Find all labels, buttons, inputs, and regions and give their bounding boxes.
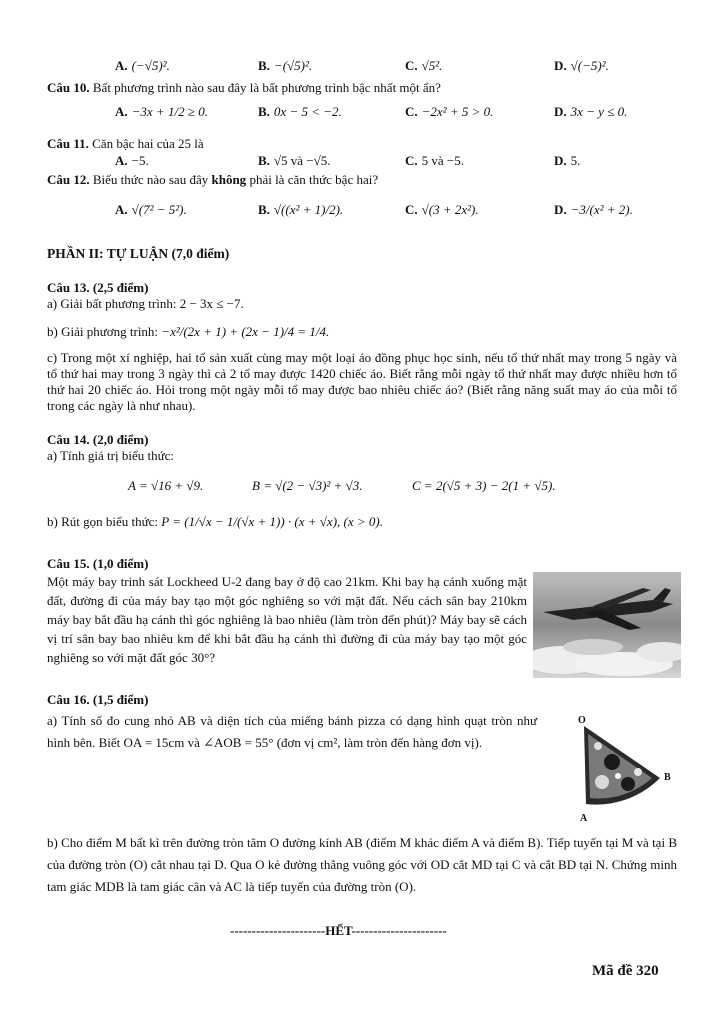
q9-option-c: C. √5². <box>405 58 443 73</box>
q13-c: c) Trong một xí nghiệp, hai tổ sản xuất cùng may một loại áo đồng phục học sinh, nếu tổ thứ nhất may trong 5 ngày và tổ thứ hai may trong 3 ngày thì cả 2 tổ may được 1420 chiếc áo. Biết rằng mỗi ngày tổ thứ nhất may được nhiều hơn tổ thứ hai 20 chiếc áo. Hỏi trong một ngày mỗi tổ may được bao nhiêu chiếc áo? (Biết rằng năng suất may áo của mỗi tổ trong các ngày là như nhau). <box>47 350 677 413</box>
q12-option-b: B. √((x² + 1)/2). <box>258 202 344 217</box>
q10-option-c: C. −2x² + 5 > 0. <box>405 104 494 119</box>
q12-option-d: D. −3/(x² + 2). <box>554 202 633 217</box>
q16-a: a) Tính số đo cung nhỏ AB và diện tích của miếng bánh pizza có dạng hình quạt tròn như hình bên. Biết OA = 15cm và ∠AOB = 55° (đơn vị cm², làm tròn đến hàng đơn vị). <box>47 713 537 750</box>
q13-b: b) Giải phương trình: −x²/(2x + 1) + (2x − 1)/4 = 1/4. <box>47 324 330 339</box>
part2-heading: PHẦN II: TỰ LUẬN (7,0 điểm) <box>47 246 230 261</box>
q15-heading: Câu 15. (1,0 điểm) <box>47 556 149 571</box>
q11-option-b: B. √5 và −√5. <box>258 153 331 168</box>
q10-option-b: B. 0x − 5 < −2. <box>258 104 342 119</box>
q16-heading: Câu 16. (1,5 điểm) <box>47 692 149 707</box>
q14-expr-c: C = 2(√5 + 3) − 2(1 + √5). <box>412 478 556 493</box>
q14-a: a) Tính giá trị biểu thức: <box>47 448 175 463</box>
q14-heading: Câu 14. (2,0 điểm) <box>47 432 149 447</box>
q13-heading: Câu 13. (2,5 điểm) <box>47 280 149 295</box>
q9-option-d: D. √(−5)². <box>554 58 609 73</box>
q11-option-d: D. 5. <box>554 153 581 168</box>
q11-stem: Câu 11. Căn bậc hai của 25 là <box>47 136 204 151</box>
q12-option-a: A. √(7² − 5²). <box>115 202 187 217</box>
pizza-label-b: B <box>664 772 671 783</box>
lockheed-u2-photo <box>533 572 681 678</box>
q12-option-c: C. √(3 + 2x²). <box>405 202 479 217</box>
end-marker: ----------------------HẾT---------------------- <box>230 923 447 938</box>
q14-expr-a: A = √16 + √9. <box>128 478 204 493</box>
q10-option-d: D. 3x − y ≤ 0. <box>554 104 628 119</box>
q14-b: b) Rút gọn biểu thức: P = (1/√x − 1/(√x + 1)) · (x + √x), (x > 0). <box>47 514 383 529</box>
q15-text: Một máy bay trinh sát Lockheed U-2 đang bay ở độ cao 21km. Khi bay hạ cánh xuống mặt đất, đường đi của máy bay tạo một góc nghiêng so với mặt đất. Nếu cách sân bay 210km máy bay bắt đầu hạ cánh thì góc nghiêng là bao nhiêu (làm tròn đến phút)? Máy bay sẽ cách vị trí sân bay bao nhiêu km để khi bắt đầu hạ cánh thì đường đi của máy bay tạo một góc nghiêng so với mặt đất góc 30°? <box>47 574 527 665</box>
q10-stem: Câu 10. Bất phương trình nào sau đây là bất phương trình bậc nhất một ẩn? <box>47 80 441 95</box>
q9-option-a: A. (−√5)². <box>115 58 170 73</box>
q14-expr-b: B = √(2 − √3)² + √3. <box>252 478 363 493</box>
q13-a: a) Giải bất phương trình: 2 − 3x ≤ −7. <box>47 296 244 311</box>
pizza-slice-figure <box>572 712 680 822</box>
exam-code: Mã đề 320 <box>592 963 659 979</box>
pizza-label-o: O <box>578 715 586 726</box>
q12-stem: Câu 12. Biểu thức nào sau đây không phải là căn thức bậc hai? <box>47 172 379 187</box>
pizza-label-a: A <box>580 813 588 824</box>
q16-b: b) Cho điểm M bất kì trên đường tròn tâm O đường kính AB (điểm M khác điểm A và điểm B). Tiếp tuyến tại M và tại B của đường tròn (O) cắt nhau tại D. Qua O kẻ đường thẳng vuông góc với OD cắt MD tại C và cắt BD tại N. Chứng minh tam giác MDB là tam giác cân và AC là tiếp tuyến của đường tròn (O). <box>47 835 677 894</box>
q9-option-b: B. −(√5)². <box>258 58 313 73</box>
q11-option-a: A. −5. <box>115 153 149 168</box>
q10-option-a: A. −3x + 1/2 ≥ 0. <box>115 104 208 119</box>
q11-option-c: C. 5 và −5. <box>405 153 464 168</box>
